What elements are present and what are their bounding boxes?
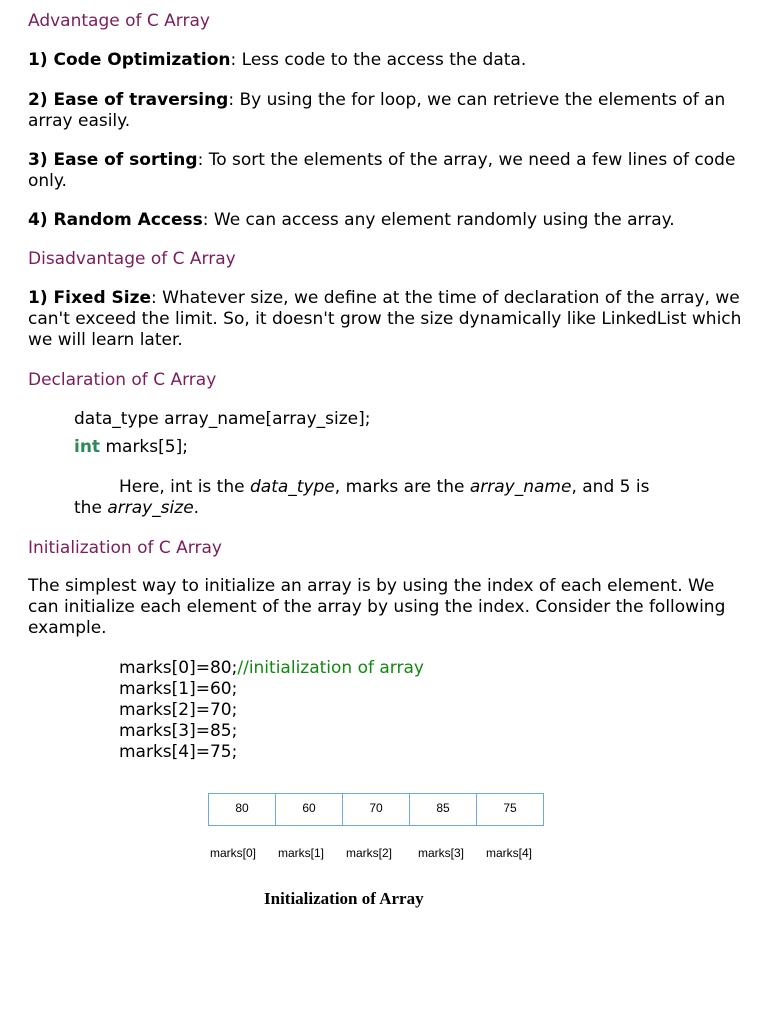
int-keyword: int	[74, 437, 101, 457]
code-statement: marks[0]=80;	[119, 658, 238, 678]
array-index-labels	[208, 846, 544, 864]
advantages-heading: Advantage of C Array	[28, 11, 210, 31]
figure-caption: Initialization of Array	[264, 889, 424, 908]
advantage-title: 2) Ease of traversing	[28, 90, 229, 110]
array-index-label: marks[3]	[418, 846, 465, 860]
disadvantage-title: 1) Fixed Size	[28, 288, 152, 308]
advantage-title: 4) Random Access	[28, 210, 203, 230]
array-cell	[477, 794, 544, 826]
explain-text: the	[74, 498, 108, 518]
code-line: marks[3]=85;	[119, 721, 238, 741]
initialization-heading: Initialization of C Array	[28, 538, 222, 558]
array-cell-value: 75	[503, 801, 517, 815]
advantage-title: 3) Ease of sorting	[28, 150, 198, 170]
advantage-item	[28, 50, 750, 71]
array-index-label: marks[4]	[486, 846, 533, 860]
declaration-explanation-line1	[119, 477, 750, 498]
explain-text: , and 5 is	[571, 477, 650, 497]
array-cell-value: 85	[436, 801, 450, 815]
initialization-paragraph: The simplest way to initialize an array is by using the index of each element. We can initialize each element of the array by using the index. Consider the following example.	[28, 576, 726, 638]
explain-text: Here, int is the	[119, 477, 250, 497]
code-line: marks[2]=70;	[119, 700, 238, 720]
array-index-label: marks[1]	[278, 846, 325, 860]
array-cell-value: 60	[302, 801, 316, 815]
declaration-example-rest: marks[5];	[100, 437, 188, 457]
explain-text: , marks are the	[334, 477, 470, 497]
code-line: marks[1]=60;	[119, 679, 238, 699]
array-cell-value: 80	[235, 801, 249, 815]
array-cell	[343, 794, 410, 826]
advantage-text: : To sort the elements of the array, we need a few lines of code only.	[28, 150, 736, 191]
declaration-example	[74, 437, 750, 458]
advantage-text: : Less code to the access the data.	[230, 50, 527, 70]
declaration-heading: Declaration of C Array	[28, 370, 217, 390]
advantage-text: : By using the for loop, we can retrieve the elements of an array easily.	[28, 90, 726, 131]
declaration-explanation-line2	[74, 498, 750, 519]
advantage-item	[28, 150, 750, 192]
advantage-item	[28, 90, 750, 132]
explain-array-size: array_size	[107, 498, 194, 518]
advantage-title: 1) Code Optimization	[28, 50, 231, 70]
array-cell	[209, 794, 276, 826]
explain-array-name: array_name	[469, 477, 572, 497]
code-line: marks[4]=75;	[119, 742, 238, 762]
explain-data-type: data_type	[249, 477, 335, 497]
disadvantage-item	[28, 288, 750, 351]
array-diagram	[208, 793, 544, 826]
array-cell-value: 70	[369, 801, 383, 815]
code-comment: //initialization of array	[237, 658, 424, 678]
declaration-syntax: data_type array_name[array_size];	[74, 409, 371, 429]
code-line	[119, 658, 750, 679]
array-index-label: marks[0]	[210, 846, 257, 860]
array-index-label: marks[2]	[346, 846, 393, 860]
disadvantages-heading: Disadvantage of C Array	[28, 249, 236, 269]
explain-text: .	[193, 498, 200, 518]
advantage-item	[28, 210, 750, 231]
array-cell	[276, 794, 343, 826]
advantage-text: : We can access any element randomly using the array.	[202, 210, 675, 230]
array-cell	[410, 794, 477, 826]
array-row	[209, 794, 544, 826]
disadvantage-text: : Whatever size, we define at the time of declaration of the array, we can't exceed the limit. So, it doesn't grow the size dynamically like LinkedList which we will learn later.	[28, 288, 742, 350]
